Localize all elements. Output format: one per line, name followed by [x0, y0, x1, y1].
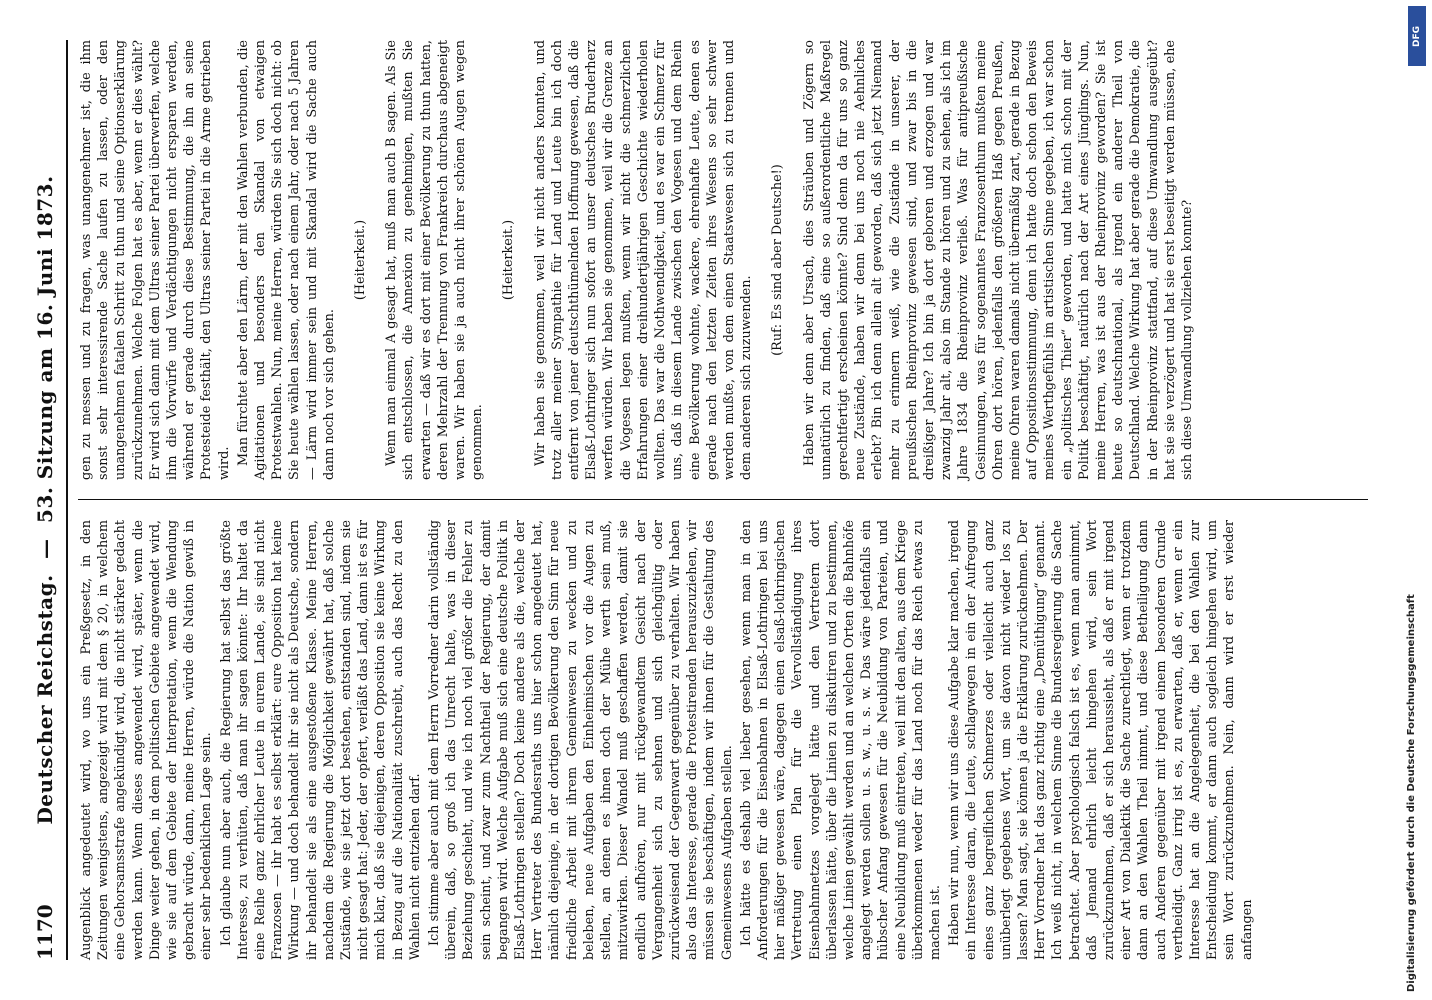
interjection: (Heiterkeit.)	[353, 219, 369, 301]
dfg-logo: DFG	[1408, 6, 1426, 66]
page-header	[28, 40, 62, 960]
publication-name: Deutscher Reichstag.	[33, 574, 57, 825]
column-separator	[78, 499, 1368, 500]
running-title	[28, 40, 62, 960]
paragraph: Augenblick angedeutet wird, wo uns ein Preßgesetz, in den Zeitungen wenigstens, angezeigt wird mit dem § 20, in welchem eine Gehorsamsstrafe angekündigt wird, die nicht stärker gedacht werden kann. Wenn dieses angewendet wird, später, wenn die Dinge weiter gehen, in dem politischen Gebiete angewendet wird, wie sie auf dem Gebiete der Interpretation, wenn die Wendung gebracht würde, dann, meine Herren, würde die Nation gewiß in einer sehr bedenklichen Lage sein.	[79, 520, 215, 960]
paragraph: Man fürchtet aber den Lärm, der mit den Wahlen verbunden, die Agitationen und besonders den Skandal von etwaigen Protestwahlen. Nun, meine Herren, würden Sie sich doch nicht: ob Sie heute wählen lassen, oder nach einem Jahr, oder nach 5 Jahren — Lärm wird immer sein und mit Skandal wird die Sache auch dann noch vor sich gehen.	[235, 40, 337, 480]
digitization-strip	[1404, 0, 1430, 1000]
digitization-credit: Digitalisierung gefördert durch die Deutsche Forschungsgemeinschaft	[1406, 594, 1417, 992]
right-column	[78, 40, 1378, 480]
page-number: 1170	[33, 904, 57, 960]
session-date: 53. Sitzung am 16. Juni 1873.	[33, 175, 57, 523]
paragraph: Wenn man einmal A gesagt hat, muß man auch B sagen. Als Sie sich entschlossen, die Annexion zu genehmigen, mußten Sie erwarten — daß wir es dort mit einer Bevölkerung zu thun hatten, deren Mehrzahl der Trennung von Frankreich durchaus abgeneigt waren. Wir haben sie ja auch nicht ihrer schönen Augen wegen genommen.	[384, 40, 486, 480]
interjection: (Ruf: Es sind aber Deutsche!)	[770, 164, 786, 356]
paragraph: gen zu messen und zu fragen, was unangenehmer ist, die ihm sonst sehr interessirende Sache laufen zu lassen, oder den unangenehmen fatalen Schritt zu thun und seine Optionserklärung zurückzunehmen. Welche Folgen hat es aber, wenn er dies wählt? Er wird sich dann mit dem Ultras seiner Partei überwerfen, welche ihm die Vorwürfe und Verdächtigungen nicht ersparen werden, während er gerade durch diese Bestimmung, die ihn an seine Protesteide festhält, den Ultras seiner Partei in die Arme getrieben wird.	[79, 40, 232, 480]
paragraph: Haben wir nun, wenn wir uns diese Aufgabe klar machen, irgend ein Interesse daran, die Leute, schlagwegen in ein der Aufregung eines ganz begreiflichen Schmerzes oder vielleicht auch ganz unüberlegt gegebenes Wort, um sie davon nicht wieder los zu lassen? Man sagt, sie können ja die Erklärung zurücknehmen. Der Herr Vorredner hat das ganz richtig eine „Demüthigung“ genannt. Ich weiß nicht, in welchem Sinne die Bundesregierung die Sache betrachtet. Aber psychologisch falsch ist es, wenn man annimmt, daß Jemand ehrlich leicht hingehen wird, sein Wort zurückzunehmen, daß er sich heraussieht, als daß er mit irgend einer Art von Dialektik die Sache zurechtlegt, wenn er trotzdem dann an den Wahlen Theil nimmt, und diese Betheiligung dann auch Anderen gegenüber mit irgend einem besonderen Grunde vertheidigt. Ganz irrig ist es, zu erwarten, daß er, wenn er ein Interesse hat an die Angelegenheit, die bei den Wahlen zur Entscheidung kommt, er dann auch sogleich hingehen wird, um sein Wort zurückzunehmen. Nein, dann wird er erst wieder anfangen	[947, 520, 1255, 960]
interjection: (Heiterkeit.)	[501, 219, 517, 301]
title-dash: —	[33, 538, 57, 559]
left-column	[78, 520, 1378, 960]
paragraph: Wir haben sie genommen, weil wir nicht anders konnten, und trotz aller meiner Sympathie für Land und Leute bin ich doch entfernt von jener deutschthümelnden Hoffnung gewesen, daß die Elsaß-Lothringer sich nun sofort an unser deutsches Bruderherz werfen würden. Wir haben sie genommen, weil wir die Grenze an die Vogesen legen mußten, wenn wir nicht die schmerzlichen Erfahrungen einer dreihundertjährigen Geschichte wiederholen wollten. Das war die Nothwendigkeit, und es war ein Schmerz für uns, daß in diesem Lande zwischen den Vogesen und dem Rhein eine Bevölkerung wohnte, wackere, ehrenhafte Leute, denen es gerade nach den letzten Zeiten ihres Wesens so sehr schwer werden mußte, von dem einen Staatswesen sich zu trennen und dem anderen sich zuzuwenden.	[532, 40, 755, 480]
paragraph: Ich glaube nun aber auch, die Regierung hat selbst das größte Interesse, zu verhüten, daß man ihr sagen könnte: Ihr haltet da eine Reihe ganz ehrlicher Leute in eurem Lande, sie sind nicht Franzosen — ihr habt es selbst erklärt: eure Opposition hat keine Wirkung — und doch behandelt ihr sie nicht als Deutsche, sondern ihr behandelt sie als eine ausgestoßene Klasse. Meine Herren, nachdem die Regierung die Möglichkeit gewährt hat, daß solche Zustände, wie sie jetzt dort bestehen, entstanden sind, indem sie nicht gesagt hat: Jeder, der opfert, verläßt das Land, dann ist es für mich klar, daß sie diejenigen, deren Opposition sie keine Wirkung in Bezug auf die Nationalität zuschreibt, auch das Recht zu den Wahlen nicht entziehen darf.	[218, 520, 423, 960]
paragraph: Ich stimme aber auch mit dem Herrn Vorredner darin vollständig überein, daß, so groß ich das Unrecht halte, was in dieser Beziehung geschieht, und wie ich noch viel größer die Fehler zu sein scheint, und zwar zum Nachtheil der Regierung, der damit begangen wird. Welche Aufgabe muß sich eine deutsche Politik in Elsaß-Lothringen stellen? Doch keine andere als die, welche der Herr Vertreter des Bundesraths uns hier schon angedeutet hat, nämlich diejenige, in der dortigen Bevölkerung den Sinn für neue friedliche Arbeit mit ihrem Gemeinwesen zu wecken und zu beleben, neue Aufgaben den Einheimischen vor die Augen zu stellen, an denen es ihnen doch der Mühe werth sein muß, mitzuwirken. Dieser Wandel muß geschaffen werden, damit sie endlich aufhören, nur mit rückgewandtem Gesicht nach der Vergangenheit sich zu sehnen und sich gleichgültig oder zurückweisend der Gegenwart gegenüber zu verhalten. Wir haben also das Interesse, gerade die Protestirenden herauszuziehen, wir müssen sie beschäftigen, indem wir ihnen für die Gestaltung des Gemeinwesens Aufgaben stellen.	[427, 520, 735, 960]
paragraph: Haben wir denn aber Ursach, dies Sträuben und Zögern so unnatürlich zu finden, daß eine so außerordentliche Maßregel gerechtfertigt erscheinen könnte? Sind denn da für uns so ganz neue Zustände, haben wir denn bei uns noch nie Aehnliches erlebt? Bin ich denn allein alt geworden, daß sich jetzt Niemand mehr zu erinnern weiß, wie die Zustände in unserer, der preußischen Rheinprovinz gewesen sind, und zwar bis in die dreißiger Jahre? Ich bin ja dort geboren und erzogen und war zwanzig Jahr alt, also im Stande zu hören und zu sehen, als ich im Jahre 1834 die Rheinprovinz verließ. Was für antipreußische Gesinnungen, was für sogenanntes Franzosenthum mußten meine Ohren dort hören, jedenfalls den größeren Haß gegen Preußen, meine Ohren waren damals nicht übermäßig zart, gerade in Bezug auf Oppositionsstimmung, denn ich hatte doch schon den Beweis meines Werthgefühls im artistischen Sinne gegeben, ich war schon ein „politisches Thier“ geworden, und hatte mich schon mit der Politik beschäftigt, natürlich nach der Art eines Jünglings. Nun, meine Herren, was ist aus der Rheinprovinz geworden? Sie ist heute so deutschnational, als irgend ein anderer Theil von Deutschland. Welche Wirkung hat aber gerade die Demokratie, die in der Rheinprovinz stattfand, auf diese Umwandlung ausgeübt? hat sie sie verzögert und hat sie erst beseitigt werden müssen, ehe sich diese Umwandlung vollziehen konnte?	[801, 40, 1195, 480]
paragraph: Ich hätte es deshalb viel lieber gesehen, wenn man in den Anforderungen für die Eisenbahnen in Elsaß-Lothringen bei uns hier mäßiger gewesen wäre, dagegen einen elsaß-lothringischen Vertretung einen Plan für die Vervollständigung ihres Eisenbahnnetzes vorgelegt hätte und den Vertretern dort überlassen hätte, über die Linien zu diskutiren und zu bestimmen, welche Linien gewählt werden und an welchen Orten die Bahnhöfe angelegt werden sollen u. s. w., u. s. w. Das wäre jedenfalls ein hübscher Anfang gewesen für die Neubildung von Parteien, und eine Neubildung muß eintreten, weil mit den alten, aus dem Kriege überkommenen weder für das Land noch für das Reich etwas zu machen ist.	[738, 520, 943, 960]
header-rule	[66, 40, 68, 960]
